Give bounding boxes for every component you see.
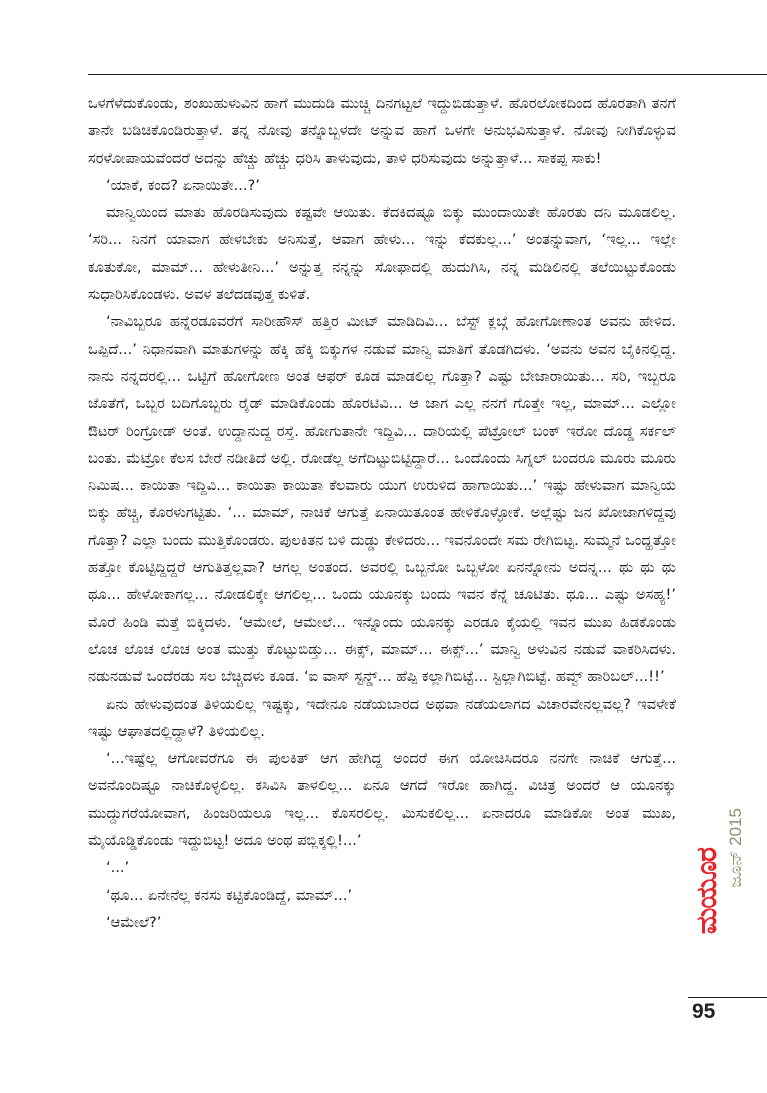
- magazine-sidebar: [688, 800, 758, 980]
- paragraph-9: ‘ಆಮೇಲೆ?’: [106, 913, 162, 931]
- header-rule: [88, 74, 767, 75]
- footer-rule: [688, 997, 767, 998]
- article-body: [88, 90, 676, 936]
- paragraph-6: ‘...ಇಷ್ಟೆಲ್ಲ ಆಗೋವರೆಗೂ ಈ ಪುಲಕಿತ್ ಆಗ ಹೇಗಿದ್ದ ಅಂದರೆ ಈಗ ಯೋಚಿಸಿದರೂ ನನಗೇ ನಾಚಿಕೆ ಆಗುತ್ತೆ... ಅವನೊಂದಿಷ್ಟೂ ನಾಚಿಕೊಳ್ಳಲಿಲ್ಲ. ಕಸಿವಿಸಿ ತಾಳಲಿಲ್ಲ... ಏನೂ ಆಗದೆ ಇರೋ ಹಾಗಿದ್ದ. ವಿಚಿತ್ರ ಅಂದರೆ ಆ ಯೂನಕ್ಕು ಮುದ್ದುಗರೆಯೋವಾಗ, ಹಿಂಜರಿಯಲೂ ಇಲ್ಲ... ಕೊಸರಲಿಲ್ಲ. ಮಿಸುಕಲಿಲ್ಲ... ಏನಾದರೂ ಮಾಡಿಕೋ ಅಂತ ಮುಖ, ಮೈಯೊಡ್ಡಿಕೊಂಡು ಇದ್ದುಬಿಟ್ಟ! ಅದೂ ಅಂಥ ಪಬ್ಲಿಕ್ಕಲ್ಲಿ!...’: [88, 750, 676, 850]
- paragraph-3: ಮಾನ್ವಿಯಿಂದ ಮಾತು ಹೊರಡಿಸುವುದು ಕಷ್ಟವೇ ಆಯಿತು. ಕೆದಕಿದಷ್ಟೂ ಬಿಕ್ಕು ಮುಂದಾಯಿತೇ ಹೊರತು ದನಿ ಮೂಡಲಿಲ್ಲ. ‘ಸರಿ... ನಿನಗೆ ಯಾವಾಗ ಹೇಳಬೇಕು ಅನಿಸುತ್ತೆ, ಆವಾಗ ಹೇಳು... ಇನ್ನು ಕೆದಕುಲ್ಲ...’ ಅಂತನ್ನುವಾಗ, ‘ಇಲ್ಲ... ಇಲ್ಲೇ ಕೂತುಕೋ, ಮಾಮ್... ಹೇಳುತೀನಿ...’ ಅನ್ನುತ್ತ ನನ್ನನ್ನು ಸೋಫಾದಲ್ಲಿ ಹುದುಗಿಸಿ, ನನ್ನ ಮಡಿಲಿನಲ್ಲಿ ತಲೆಯಿಟ್ಟುಕೊಂಡು ಸುಧಾರಿಸಿಕೊಂಡಳು. ಅವಳ ತಲೆದಡವುತ್ತ ಕುಳಿತೆ.: [88, 204, 676, 304]
- magazine-logo: ಮಯೂರ: [690, 848, 723, 935]
- issue-date: ಜೂನ್ 2015: [726, 808, 745, 888]
- paragraph-2: ‘ಯಾಕೆ, ಕಂದ? ಏನಾಯಿತೇ...?’: [106, 176, 260, 194]
- paragraph-5: ಏನು ಹೇಳುವುದಂತ ತಿಳಿಯಲಿಲ್ಲ ಇಷ್ಟಕ್ಕು, ಇದೇನೂ ನಡೆಯಬಾರದ ಅಥವಾ ನಡೆಯಲಾಗದ ವಿಚಾರವೇನಲ್ಲವಲ್ಲ? ಇವಳೇಕೆ ಇಷ್ಟು ಆಘಾತದಲ್ಲಿದ್ದಾಳೆ? ತಿಳಿಯಲಿಲ್ಲ.: [88, 695, 676, 740]
- paragraph-8: ‘ಥೂ... ಏನೇನೆಲ್ಲ ಕನಸು ಕಟ್ಟಿಕೊಂಡಿದ್ದೆ, ಮಾಮ್...’: [106, 886, 353, 904]
- paragraph-4: ‘ನಾವಿಬ್ಬರೂ ಹನ್ನೆರಡೂವರೆಗೆ ಸಾರೀಹೌಸ್ ಹತ್ತಿರ ಮೀಟ್ ಮಾಡಿದಿವಿ... ಬೆಸ್ಟ್ ಕ್ಲಬ್ಗೆ ಹೋಗೋಣಾಂತ ಅವನು ಹೇಳಿದ. ಒಪ್ಪಿದೆ...’ ನಿಧಾನವಾಗಿ ಮಾತುಗಳನ್ನು ಹೆಕ್ಕಿ ಹೆಕ್ಕಿ ಬಿಕ್ಕುಗಳ ನಡುವೆ ಮಾನ್ವಿ ಮಾತಿಗೆ ತೊಡಗಿದಳು. ‘ಅವನು ಅವನ ಬೈಕಿನಲ್ಲಿದ್ದ. ನಾನು ನನ್ನದರಲ್ಲಿ... ಒಟ್ಟಿಗೆ ಹೋಗೋಣ ಅಂತ ಆಫರ್ ಕೂಡ ಮಾಡಲಿಲ್ಲ ಗೊತ್ತಾ? ಎಷ್ಟು ಬೇಜಾರಾಯಿತು... ಸರಿ, ಇಬ್ಬರೂ ಜೊತೆಗೆ, ಒಬ್ಬರ ಬದಿಗೊಬ್ಬರು ರೈಡ್ ಮಾಡಿಕೊಂಡು ಹೊರಟಿವಿ... ಆ ಜಾಗ ಎಲ್ಲ ನನಗೆ ಗೊತ್ತೇ ಇಲ್ಲ, ಮಾಮ್... ಎಲ್ಲೋ ಔಟರ್ ರಿಂಗ್ರೋಡ್ ಅಂತೆ. ಉದ್ದಾನುದ್ದ ರಸ್ತೆ. ಹೋಗುತಾನೇ ಇದ್ದಿವಿ... ದಾರಿಯಲ್ಲಿ ಪೆಟ್ರೋಲ್ ಬಂಕ್ ಇರೋ ದೊಡ್ಡ ಸರ್ಕಲ್ ಬಂತು. ಮೆಟ್ರೋ ಕೆಲಸ ಬೇರೆ ನಡೀತಿದೆ ಅಲ್ಲಿ. ರೋಡೆಲ್ಲ ಅಗೆದಿಟ್ಟುಬಿಟ್ಟಿದ್ದಾರೆ... ಒಂದೊಂದು ಸಿಗ್ನಲ್ ಬಂದರೂ ಮೂರು ಮೂರು ನಿಮಿಷ... ಕಾಯಿತಾ ಇದ್ದಿವಿ... ಕಾಯಿತಾ ಕಾಯಿತಾ ಕೆಲವಾರು ಯುಗ ಉರುಳಿದ ಹಾಗಾಯಿತು...’ ಇಷ್ಟು ಹೇಳುವಾಗ ಮಾನ್ವಿಯ ಬಿಕ್ಕು ಹೆಚ್ಚಿ, ಕೊರಳುಗಟ್ಟಿತು. ‘... ಮಾಮ್, ನಾಚಿಕೆ ಆಗುತ್ತೆ ಏನಾಯಿತೂಂತ ಹೇಳಿಕೊಳ್ಳೋಕೆ. ಅಲ್ಲೆಷ್ಟು ಜನ ಖೋಜಾಗಳಿದ್ದವು ಗೊತ್ತಾ? ಎಲ್ಲಾ ಬಂದು ಮುತ್ತಿಕೊಂಡರು. ಪುಲಕಿತನ ಬಳಿ ದುಡ್ಡು ಕೇಳಿದರು... ಇವನೊಂದೇ ಸಮ ರೇಗಿಬಿಟ್ಟ. ಸುಮ್ಮನೆ ಒಂದ್ಹತ್ತೋ ಹತ್ತೋ ಕೊಟ್ಟಿದ್ದಿದ್ದರೆ ಆಗುತಿತ್ತಲ್ಲವಾ? ಆಗಲ್ಲ ಅಂತಂದ. ಅವರಲ್ಲಿ ಒಬ್ಬನೋ ಒಬ್ಬಳೋ ಏನನ್ನೋನು ಅದನ್ನ... ಥು ಥು ಥು ಥೂ... ಹೇಳೋಕಾಗಲ್ಲ... ನೋಡಲಿಕ್ಕೇ ಆಗಲಿಲ್ಲ... ಒಂದು ಯೂನಕ್ಕು ಬಂದು ಇವನ ಕೆನ್ನೆ ಚೂಟಿತು. ಥೂ... ಎಷ್ಟು ಅಸಹ್ಯ!’ ಮೊರೆ ಹಿಂಡಿ ಮತ್ತೆ ಬಿಕ್ಕಿದಳು. ‘ಆಮೇಲೆ, ಆಮೇಲೆ... ಇನ್ನೊಂದು ಯೂನಕ್ಕು ಎರಡೂ ಕೈಯಲ್ಲಿ ಇವನ ಮುಖ ಹಿಡಕೊಂಡು ಲೊಚ ಲೊಚ ಲೊಚ ಅಂತ ಮುತ್ತು ಕೊಟ್ಟುಬಿಡ್ತು... ಈಕ್ಸ್, ಮಾಮ್... ಈಕ್ಸ್...’ ಮಾನ್ವಿ ಅಳುವಿನ ನಡುವೆ ವಾಕರಿಸಿದಳು. ನಡುನಡುವೆ ಒಂದೆರಡು ಸಲ ಬೆಚ್ಚಿದಳು ಕೂಡ. ‘ಐ ವಾಸ್ ಸ್ಟನ್ಡ್... ಹೆಪ್ಪಿ ಕಲ್ಲಾಗಿಬಿಟ್ಟೆ... ಸ್ಟಿಲ್ಲಾಗಿಬಿಟ್ಟೆ. ಹವ್ವ್ ಹಾರಿಬಲ್...!!’: [88, 313, 676, 686]
- paragraph-7: ‘...’: [106, 859, 130, 877]
- page-number: 95: [692, 1000, 716, 1023]
- paragraph-1: ಒಳಗೆಳೆದುಕೊಂಡು, ಶಂಖುಹುಳುವಿನ ಹಾಗೆ ಮುದುಡಿ ಮುಚ್ಚಿ ದಿನಗಟ್ಟಲೆ ಇದ್ದುಬಿಡುತ್ತಾಳೆ. ಹೊರಲೋಕದಿಂದ ಹೊರತಾಗಿ ತನಗೆ ತಾನೇ ಬಡಿಚಿಕೊಂಡಿರುತ್ತಾಳೆ. ತನ್ನ ನೋವು ತನ್ನೊಬ್ಬಳದೇ ಅನ್ನುವ ಹಾಗೆ ಒಳಗೇ ಅನುಭವಿಸುತ್ತಾಳೆ. ನೋವು ನೀಗಿಕೊಳ್ಳುವ ಸರಳೋಪಾಯವೆಂದರೆ ಅದನ್ನು ಹೆಚ್ಚು ಹೆಚ್ಚು ಧರಿಸಿ ತಾಳುವುದು, ತಾಳಿ ಧರಿಸುವುದು ಅನ್ನುತ್ತಾಳೆ... ಸಾಕಪ್ಪ ಸಾಕು!: [88, 95, 676, 167]
